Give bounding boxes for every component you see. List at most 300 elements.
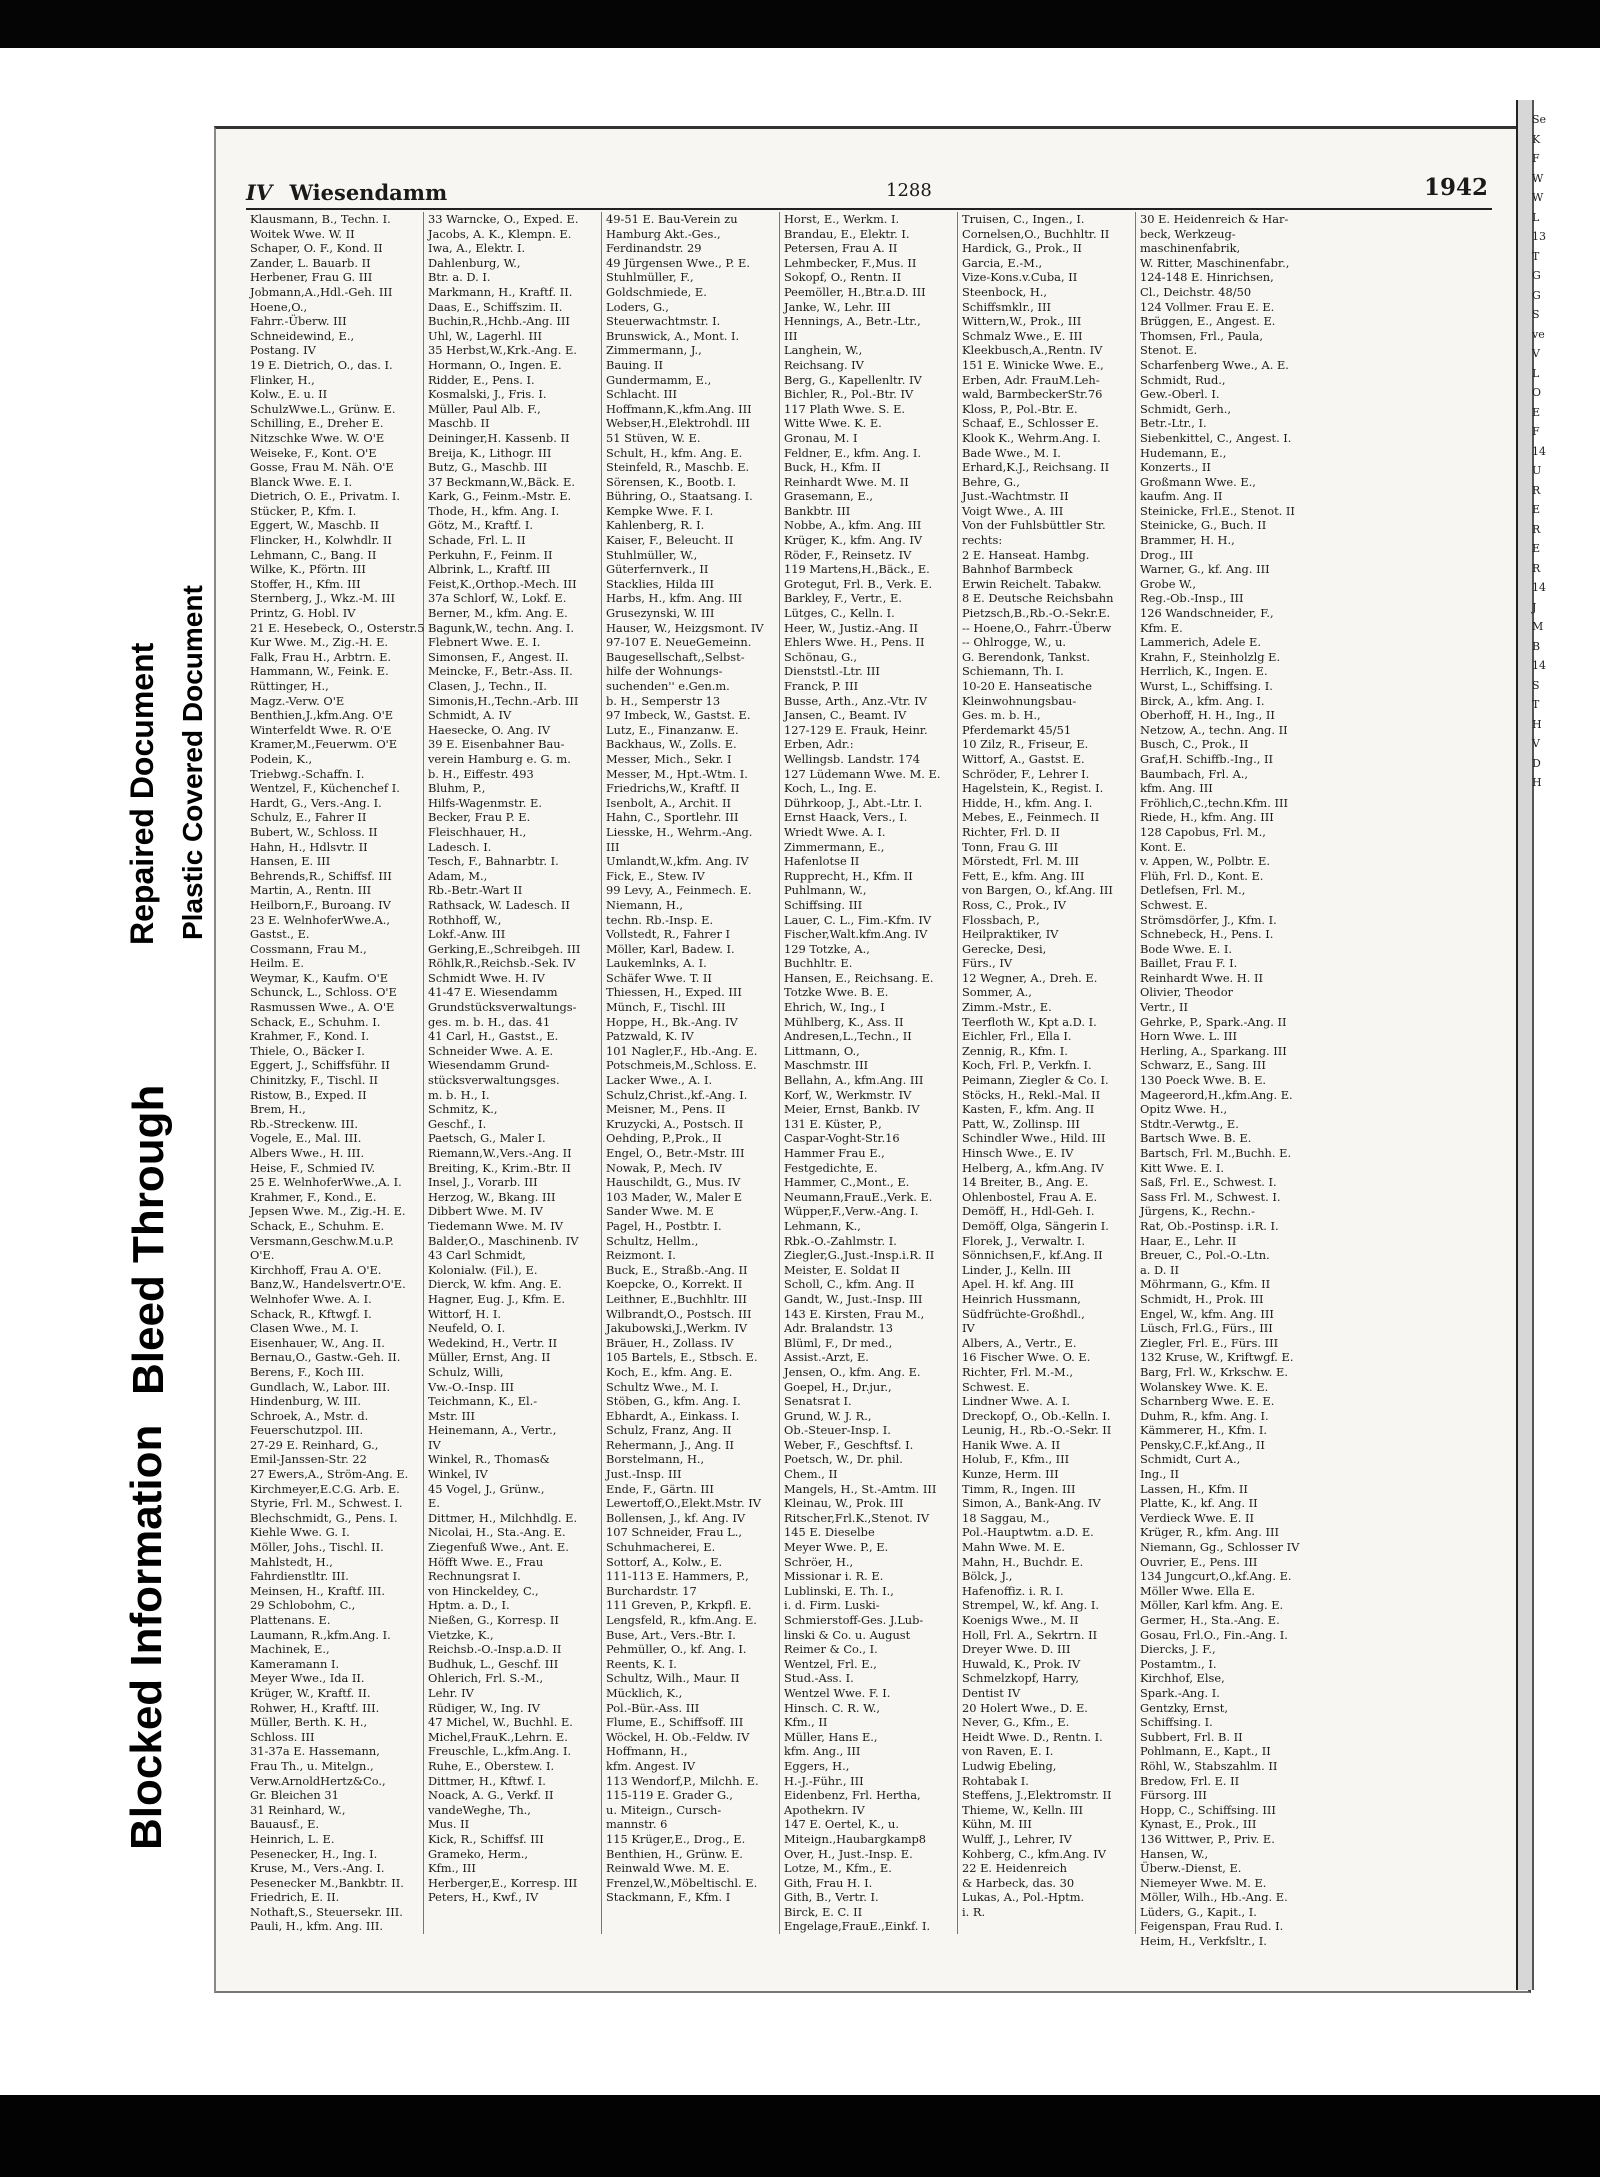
directory-entry: Just.-Wachtmstr. II <box>962 489 1069 504</box>
directory-entry: Fahrdienstltr. III. <box>250 1569 349 1584</box>
directory-entry: Petersen, Frau A. II <box>784 241 898 256</box>
directory-entry: 20 Holert Wwe., D. E. <box>962 1700 1088 1715</box>
directory-entry: Webser,H.,Elektrohdl. III <box>606 416 750 431</box>
directory-entry: Wilbrandt,O., Postsch. III <box>606 1306 752 1321</box>
directory-entry: Drog., III <box>1140 547 1194 562</box>
directory-entry: Mörstedt, Frl. M. III <box>962 854 1079 869</box>
directory-entry: Bluhm, P., <box>428 781 486 796</box>
directory-entry: Hanik Wwe. A. II <box>962 1437 1061 1452</box>
directory-entry: 21 E. Hesebeck, O., Osterstr.5 <box>250 620 425 635</box>
directory-entry: Fahrr.-Überw. III <box>250 314 347 329</box>
directory-entry: Uhl, W., Lagerhl. III <box>428 328 542 343</box>
directory-entry: Teerfloth W., Kpt a.D. I. <box>962 1014 1097 1029</box>
directory-entry: Mahlstedt, H., <box>250 1554 333 1569</box>
directory-entry: Strempel, W., kf. Ang. I. <box>962 1598 1100 1613</box>
directory-entry: Thiessen, H., Exped. III <box>606 985 742 1000</box>
directory-entry: Truisen, C., Ingen., I. <box>962 212 1085 226</box>
directory-entry: Reg.-Ob.-Insp., III <box>1140 591 1244 606</box>
directory-entry: maschinenfabrik, <box>1140 241 1241 256</box>
directory-entry: 41-47 E. Wiesendamm <box>428 985 558 1000</box>
directory-entry: Nothaft,S., Steuersekr. III. <box>250 1904 403 1919</box>
directory-entry: 10 Zilz, R., Friseur, E. <box>962 737 1089 752</box>
directory-entry: Nießen, G., Korresp. II <box>428 1613 559 1627</box>
directory-entry: Steinicke, G., Buch. II <box>1140 518 1267 533</box>
directory-entry: Bölck, J., <box>962 1569 1013 1584</box>
directory-entry: Götz, M., Kraftf. I. <box>428 518 534 533</box>
directory-entry: von Bargen, O., kf.Ang. III <box>962 883 1113 898</box>
facing-page-text: H <box>1532 776 1542 789</box>
directory-entry: Lotze, M., Kfm., E. <box>784 1861 892 1876</box>
directory-entry: Krahn, F., Steinholzlg E. <box>1140 649 1281 664</box>
directory-entry: Stücker, P., Kfm. I. <box>250 503 357 518</box>
directory-entry: Kahlenberg, R. I. <box>606 518 705 533</box>
directory-entry: 115 Krüger,E., Drog., E. <box>606 1831 746 1846</box>
directory-entry: Rechnungsrat I. <box>428 1569 521 1584</box>
directory-entry: 124-148 E. Hinrichsen, <box>1140 270 1274 285</box>
directory-entry: Kirchhoff, Frau A. O'E. <box>250 1262 382 1277</box>
directory-entry: Berens, F., Koch III. <box>250 1364 365 1379</box>
directory-entry: Wittorf, A., Gastst. E. <box>962 751 1085 766</box>
directory-entry: Baugesellschaft,,Selbst- <box>606 649 745 664</box>
facing-page-text: G <box>1532 288 1541 302</box>
directory-entry: Lengsfeld, R., kfm.Ang. E. <box>606 1613 757 1627</box>
directory-entry: Hudemann, E., <box>1140 445 1227 460</box>
directory-entry: Meinsen, H., Kraftf. III. <box>250 1583 386 1598</box>
facing-page-text: Se <box>1532 113 1547 126</box>
directory-entry: Heer, W., Justiz.-Ang. II <box>784 620 918 635</box>
directory-entry: Birck, A., kfm. Ang. I. <box>1140 693 1265 708</box>
directory-entry: Brammer, H. H., <box>1140 533 1235 548</box>
directory-entry: Ehlers Wwe. H., Pens. II <box>784 635 925 650</box>
directory-entry: Nobbe, A., kfm. Ang. III <box>784 518 922 533</box>
directory-entry: kaufm. Ang. II <box>1140 489 1223 504</box>
directory-entry: Schulz, E., Fahrer II <box>250 810 367 825</box>
directory-entry: Heise, F., Schmied IV. <box>250 1160 376 1175</box>
directory-entry: Pferdemarkt 45/51 <box>962 722 1072 737</box>
facing-page-text: 14 <box>1532 659 1546 672</box>
directory-entry: Ruhe, E., Oberstew. I. <box>428 1758 555 1773</box>
directory-entry: Kaiser, F., Beleucht. II <box>606 533 734 548</box>
directory-entry: Clasen, J., Techn., II. <box>428 679 547 693</box>
directory-entry: Wulff, J., Lehrer, IV <box>962 1831 1072 1846</box>
directory-entry: Gehrke, P., Spark.-Ang. II <box>1140 1014 1287 1029</box>
directory-entry: Pensky,C.F.,kf.Ang., II <box>1140 1437 1265 1452</box>
directory-entry: Schaper, O. F., Kond. II <box>250 241 383 256</box>
directory-entry: Stuhlmüller, F., <box>606 270 694 285</box>
directory-entry: Albers, A., Vertr., E. <box>962 1335 1077 1350</box>
directory-column-1 <box>246 212 424 1934</box>
directory-entry: Siebenkittel, C., Angest. I. <box>1140 430 1292 445</box>
directory-entry: Diercks, J. F., <box>1140 1642 1216 1657</box>
directory-entry: Dreyer Wwe. D. III <box>962 1642 1071 1657</box>
directory-entry: Höfft Wwe. E., Frau <box>428 1554 544 1569</box>
directory-entry: Möller, Karl kfm. Ang. E. <box>1140 1598 1284 1613</box>
facing-page-text: M <box>1532 620 1544 633</box>
directory-entry: Weymar, K., Kaufm. O'E <box>250 970 389 985</box>
directory-entry: Bartsch, Frl. M.,Buchh. E. <box>1140 1146 1292 1160</box>
directory-entry: Schuhmacherei, E. <box>606 1540 716 1555</box>
directory-entry: Hammer Frau E., <box>784 1146 885 1160</box>
facing-page-fragment <box>1532 110 1600 1990</box>
directory-entry: Noack, A. G., Verkf. II <box>428 1788 554 1803</box>
directory-entry: Niemann, Gg., Schlosser IV <box>1140 1540 1300 1555</box>
directory-entry: Neumann,FrauE.,Verk. E. <box>784 1189 933 1204</box>
directory-entry: Hahn, C., Sportlehr. III <box>606 810 739 825</box>
directory-entry: Vietzke, K., <box>428 1627 494 1642</box>
directory-entry: Reents, K. I. <box>606 1656 677 1671</box>
directory-entry: Grobe W., <box>1140 576 1197 591</box>
directory-entry: Eisenhauer, W., Ang. II. <box>250 1335 385 1350</box>
directory-entry: Ehrich, W., Ing., I <box>784 1000 885 1015</box>
directory-entry: Chem., II <box>784 1467 838 1482</box>
directory-entry: kfm. Ang., III <box>784 1744 861 1759</box>
directory-entry: Benthien,J.,kfm.Ang. O'E <box>250 708 394 723</box>
directory-entry: Wittern,W., Prok., III <box>962 314 1082 329</box>
directory-entry: Überw.-Dienst, E. <box>1140 1861 1242 1876</box>
directory-entry: Deininger,H. Kassenb. II <box>428 430 570 445</box>
directory-entry: Tonn, Frau G. III <box>962 839 1059 854</box>
directory-entry: Mus. II <box>428 1817 470 1832</box>
directory-entry: Vertr., II <box>1140 1000 1188 1015</box>
directory-entry: 30 E. Heidenreich & Har- <box>1140 212 1289 226</box>
directory-entry: Vogele, E., Mal. III. <box>250 1131 362 1146</box>
directory-entry: Buse, Art., Vers.-Btr. I. <box>606 1627 736 1642</box>
directory-entry: Rohtabak I. <box>962 1773 1029 1788</box>
directory-entry: Meister, E. Soldat II <box>784 1262 900 1277</box>
directory-entry: Rupprecht, H., Kfm. II <box>784 868 913 883</box>
directory-entry: Bartsch Wwe. B. E. <box>1140 1131 1252 1146</box>
directory-entry: Peimann, Ziegler & Co. I. <box>962 1073 1109 1088</box>
directory-entry: Detlefsen, Frl. M., <box>1140 883 1246 898</box>
directory-entry: Schmierstoff-Ges. J.Lub- <box>784 1613 924 1627</box>
directory-entry: Gandt, W., Just.-Insp. III <box>784 1291 923 1306</box>
directory-entry: Wittorf, H. I. <box>428 1306 501 1321</box>
directory-entry: Michel,FrauK.,Lehrn. E. <box>428 1729 568 1744</box>
directory-column-3 <box>602 212 780 1934</box>
directory-entry: Horn Wwe. L. III <box>1140 1029 1237 1044</box>
directory-entry: Riemann,W.,Vers.-Ang. II <box>428 1146 572 1160</box>
facing-page-text: B <box>1532 639 1541 653</box>
directory-entry: Kleinau, W., Prok. III <box>784 1496 904 1511</box>
directory-entry: Schmelzkopf, Harry, <box>962 1671 1079 1686</box>
directory-entry: Ludwig Ebeling, <box>962 1758 1057 1773</box>
directory-entry: Demöff, Olga, Sängerin I. <box>962 1218 1109 1233</box>
directory-entry: Schloss. III <box>250 1729 315 1744</box>
directory-entry: 35 Herbst,W.,Krk.-Ang. E. <box>428 343 577 358</box>
directory-entry: Kfm. E. <box>1140 620 1183 635</box>
facing-page-text: E <box>1532 542 1541 555</box>
directory-entry: Kolonialw. (Fil.), E. <box>428 1262 538 1277</box>
directory-entry: Flincker, H., Kolwhdlr. II <box>250 533 392 548</box>
directory-entry: Schulz, Franz, Ang. II <box>606 1423 732 1438</box>
facing-page-text: 14 <box>1532 444 1546 458</box>
directory-entry: Flinker, H., <box>250 372 315 387</box>
directory-entry: Schmidt Wwe. H. IV <box>428 970 545 985</box>
directory-entry: Feigenspan, Frau Rud. I. <box>1140 1919 1284 1934</box>
directory-entry: Verdieck Wwe. E. II <box>1140 1510 1254 1525</box>
directory-entry: Blüml, F., Dr med., <box>784 1335 893 1350</box>
directory-entry: Banz,W., Handelsvertr.O'E. <box>250 1277 406 1292</box>
directory-entry: v. Appen, W., Polbtr. E. <box>1140 854 1270 869</box>
directory-entry: 22 E. Heidenreich <box>962 1861 1067 1876</box>
directory-entry: Cl., Deichstr. 48/50 <box>1140 284 1252 299</box>
directory-entry: Röhl, W., Stabszahlm. II <box>1140 1758 1278 1773</box>
directory-entry: Engelage,FrauE.,Einkf. I. <box>784 1919 931 1934</box>
directory-entry: Balder,O., Maschinenb. IV <box>428 1233 579 1248</box>
directory-entry: Ernst Haack, Vers., I. <box>784 810 908 825</box>
directory-entry: 23 E. WelnhoferWwe.A., <box>250 912 391 927</box>
directory-entry: Hagelstein, K., Regist. I. <box>962 781 1104 796</box>
directory-entry: Krüger, K., kfm. Ang. IV <box>784 533 923 548</box>
directory-entry: Frau Th., u. Mitelgn., <box>250 1758 374 1773</box>
directory-entry: Dierck, W. kfm. Ang. E. <box>428 1277 562 1292</box>
directory-entry: Triebwg.-Schaffn. I. <box>250 766 365 781</box>
directory-entry: Adam, M., <box>428 868 488 883</box>
directory-entry: Jansen, C., Beamt. IV <box>784 708 907 723</box>
directory-entry: Umlandt,W.,kfm. Ang. IV <box>606 854 749 869</box>
directory-entry: Verw.ArnoldHertz&Co., <box>250 1773 386 1788</box>
facing-page-text: ve <box>1532 327 1545 341</box>
directory-entry: Schack, R., Kftwgf. I. <box>250 1306 372 1321</box>
directory-entry: Thiele, O., Bäcker I. <box>250 1043 365 1058</box>
label-blocked-information: Blocked Information <box>122 1424 171 1850</box>
directory-entry: Buchhltr. E. <box>784 956 853 971</box>
directory-entry: Bühring, O., Staatsang. I. <box>606 489 753 504</box>
directory-entry: Burchardstr. 17 <box>606 1583 697 1598</box>
directory-entry: Ziegenfuß Wwe., Ant. E. <box>428 1540 569 1555</box>
directory-entry: Barg, Frl. W., Krkschw. E. <box>1140 1364 1288 1379</box>
directory-entry: 115-119 E. Grader G., <box>606 1788 733 1803</box>
directory-entry: Festgedichte, E. <box>784 1160 878 1175</box>
directory-entry: Bagunk,W., techn. Ang. I. <box>428 620 575 635</box>
directory-entry: Rohwer, H., Kraftf. III. <box>250 1700 380 1715</box>
directory-entry: Dührkoop, J., Abt.-Ltr. I. <box>784 795 923 810</box>
directory-entry: 136 Wittwer, P., Priv. E. <box>1140 1831 1275 1846</box>
directory-entry: Insel, J., Vorarb. III <box>428 1175 538 1190</box>
directory-entry: Blanck Wwe. E. I. <box>250 474 353 489</box>
directory-entry: Kleekbusch,A.,Rentn. IV <box>962 343 1103 358</box>
directory-entry: Schmidt, Curt A., <box>1140 1452 1241 1467</box>
directory-entry: Kirchhof, Else, <box>1140 1671 1225 1686</box>
directory-entry: Schröer, H., <box>784 1554 854 1569</box>
directory-entry: Netzow, A., techn. Ang. II <box>1140 722 1288 737</box>
directory-entry: Gastst., E. <box>250 927 310 942</box>
directory-entry: Lüders, G., Kapit., I. <box>1140 1904 1257 1919</box>
directory-entry: Witte Wwe. K. E. <box>784 416 882 431</box>
directory-entry: 101 Nagler,F., Hb.-Ang. E. <box>606 1043 758 1058</box>
directory-entry: Mebes, E., Feinmech. II <box>962 810 1100 825</box>
directory-entry: Reimer & Co., I. <box>784 1642 878 1657</box>
facing-page-text: L <box>1532 210 1540 224</box>
directory-entry: Germer, H., Sta.-Ang. E. <box>1140 1613 1280 1627</box>
directory-entry: 19 E. Dietrich, O., das. I. <box>250 357 393 372</box>
directory-entry: Ohlerich, Frl. S.-M., <box>428 1671 544 1686</box>
directory-entry: 132 Kruse, W., Kriftwgf. E. <box>1140 1350 1294 1365</box>
directory-entry: Scholl, C., kfm. Ang. II <box>784 1277 915 1292</box>
directory-entry: Puhlmann, W., <box>784 883 867 898</box>
directory-entry: Zennig, R., Kfm. I. <box>962 1043 1068 1058</box>
page-header <box>246 174 1492 210</box>
directory-entry: Kühn, M. III <box>962 1817 1032 1832</box>
directory-entry: Schaaf, E., Schlosser E. <box>962 416 1099 431</box>
directory-entry: Stud.-Ass. I. <box>784 1671 854 1686</box>
directory-entry: Plattenans. E. <box>250 1613 331 1627</box>
directory-entry: Erwin Reichelt. Tabakw. <box>962 576 1102 591</box>
directory-entry: Schade, Frl. L. II <box>428 533 526 548</box>
directory-entry: & Harbeck, das. 30 <box>962 1875 1075 1890</box>
directory-entry: Möller, Karl, Badew. I. <box>606 941 735 956</box>
directory-entry: Herzog, W., Bkang. III <box>428 1189 556 1204</box>
directory-entry: 39 E. Eisenbahner Bau- <box>428 737 565 752</box>
directory-entry: Richter, Frl. D. II <box>962 824 1060 839</box>
directory-entry: Stacklies, Hilda III <box>606 576 714 591</box>
directory-entry: Wentzel Wwe. F. I. <box>784 1685 891 1700</box>
directory-entry: Hidde, H., kfm. Ang. I. <box>962 795 1093 810</box>
directory-entry: Becker, Frau P. E. <box>428 810 531 825</box>
directory-entry: Hardick, G., Prok., II <box>962 241 1082 256</box>
directory-entry: Birck, E. C. II <box>784 1904 863 1919</box>
directory-entry: 131 E. Küster, P., <box>784 1116 882 1131</box>
directory-entry: Schlacht. III <box>606 387 677 402</box>
directory-entry: Müller, Berth. K. H., <box>250 1715 368 1730</box>
directory-entry: Messer, M., Hpt.-Wtm. I. <box>606 766 748 781</box>
directory-entry: Zimmermann, E., <box>784 839 885 854</box>
directory-entry: Gith, Frau H. I. <box>784 1875 873 1890</box>
directory-entry: Heinrich, L. E. <box>250 1831 335 1846</box>
directory-entry: Lacker Wwe., A. I. <box>606 1073 713 1088</box>
directory-entry: Liesske, H., Wehrm.-Ang. <box>606 824 753 839</box>
directory-entry: Jürgens, K., Rechn.- <box>1140 1204 1256 1219</box>
directory-entry: Brandau, E., Elektr. I. <box>784 226 910 241</box>
directory-entry: Kasten, F., kfm. Ang. II <box>962 1102 1095 1117</box>
directory-entry: Ziegler, Frl. E., Fürs. III <box>1140 1335 1279 1350</box>
facing-page-text: 13 <box>1532 230 1546 243</box>
directory-entry: Breiting, K., Krim.-Btr. II <box>428 1160 571 1175</box>
directory-entry: Strömsdörfer, J., Kfm. I. <box>1140 912 1277 927</box>
directory-entry: Styrie, Frl. M., Schwest. I. <box>250 1496 403 1511</box>
directory-entry: Btr. a. D. I. <box>428 270 491 285</box>
directory-entry: 25 E. WelnhoferWwe.,A. I. <box>250 1175 402 1190</box>
directory-entry: Hilfs-Wagenmstr. E. <box>428 795 542 810</box>
directory-entry: b. H., Eiffestr. 493 <box>428 766 534 781</box>
directory-entry: Schunck, L., Schloss. O'E <box>250 985 397 1000</box>
directory-entry: Breija, K., Lithogr. III <box>428 445 552 460</box>
directory-entry: Rasmussen Wwe., A. O'E <box>250 1000 395 1015</box>
directory-entry: Stenot. E. <box>1140 343 1198 358</box>
directory-entry: Rathsack, W. Ladesch. II <box>428 897 570 912</box>
directory-entry: Huwald, K., Prok. IV <box>962 1656 1081 1671</box>
directory-entry: Miteign.,Haubargkamp8 <box>784 1831 927 1846</box>
directory-entry: Wriedt Wwe. A. I. <box>784 824 886 839</box>
directory-entry: Eggert, W., Maschb. II <box>250 518 380 533</box>
directory-entry: suchenden'' e.Gen.m. <box>606 679 730 693</box>
directory-entry: Lewertoff,O.,Elekt.Mstr. IV <box>606 1496 761 1511</box>
directory-entry: III <box>784 328 798 343</box>
directory-entry: Von der Fuhlsbüttler Str. <box>962 518 1106 533</box>
directory-entry: Hammann, W., Feink. E. <box>250 664 389 679</box>
directory-entry: Leunig, H., Rb.-O.-Sekr. II <box>962 1423 1112 1438</box>
directory-entry: Wilke, K., Pförtn. III <box>250 562 366 577</box>
directory-entry: Koch, L., Ing. E. <box>784 781 877 796</box>
directory-entry: Lehmann, K., <box>784 1218 861 1233</box>
directory-entry: Eidenbenz, Frl. Hertha, <box>784 1788 921 1803</box>
directory-entry: Jacobs, A. K., Klempn. E. <box>428 226 572 241</box>
header-rule <box>246 208 1492 210</box>
directory-entry: Hauschildt, G., Mus. IV <box>606 1175 741 1190</box>
directory-entry: Barkley, F., Vertr., E. <box>784 591 902 606</box>
directory-entry: Martin, A., Rentn. III <box>250 883 372 898</box>
directory-columns <box>246 212 1492 1949</box>
directory-entry: Hoffmann,K.,kfm.Ang. III <box>606 401 752 416</box>
directory-entry: Totzke Wwe. B. E. <box>784 985 889 1000</box>
directory-entry: Müller, Paul Alb. F., <box>428 401 541 416</box>
directory-entry: 49-51 E. Bau-Verein zu <box>606 212 738 226</box>
directory-entry: Schulz,Christ.,kf.-Ang. I. <box>606 1087 748 1102</box>
directory-entry: Grotegut, Frl. B., Verk. E. <box>784 576 933 591</box>
directory-entry: i. d. Firm. Luski- <box>784 1598 880 1613</box>
directory-entry: Bauausf., E. <box>250 1817 320 1832</box>
directory-entry: 143 E. Kirsten, Frau M., <box>784 1306 925 1321</box>
directory-entry: Hoene,O., <box>250 299 308 314</box>
directory-entry: Bade Wwe., M. I. <box>962 445 1061 460</box>
directory-entry: Nicolai, H., Sta.-Ang. E. <box>428 1525 566 1540</box>
directory-entry: Busse, Arth., Anz.-Vtr. IV <box>784 693 927 708</box>
directory-entry: Schiffsmklr., III <box>962 299 1051 314</box>
directory-entry: Kohberg, C., kfm.Ang. IV <box>962 1846 1106 1861</box>
directory-entry: W. Ritter, Maschinenfabr., <box>1140 255 1290 270</box>
directory-entry: Schroek, A., Mstr. d. <box>250 1408 369 1423</box>
directory-entry: Kruzycki, A., Postsch. II <box>606 1116 744 1131</box>
directory-entry: Engel, W., kfm. Ang. III <box>1140 1306 1274 1321</box>
directory-entry: 130 Poeck Wwe. B. E. <box>1140 1073 1267 1088</box>
directory-entry: Graf,H. Schiffb.-Ing., II <box>1140 751 1273 766</box>
directory-entry: Herberger,E., Korresp. III <box>428 1875 578 1890</box>
directory-entry: Hardt, G., Vers.-Ang. I. <box>250 795 382 810</box>
directory-entry: Friedrichs,W., Kraftf. II <box>606 781 740 796</box>
directory-entry: Pohlmann, E., Kapt., II <box>1140 1744 1271 1759</box>
directory-entry: u. Miteign., Cursch- <box>606 1802 722 1817</box>
facing-page-text: H <box>1532 717 1542 731</box>
scan-top-band <box>0 0 1600 48</box>
directory-entry: Koch, Frl. P., Verkfn. I. <box>962 1058 1092 1073</box>
directory-entry: Sottorf, A., Kolw., E. <box>606 1554 723 1569</box>
directory-entry: Grameko, Herm., <box>428 1846 529 1861</box>
facing-page-text: R <box>1532 561 1541 575</box>
facing-page-text: J <box>1532 600 1537 614</box>
directory-entry: Neufeld, O. I. <box>428 1321 506 1336</box>
directory-entry: Fischer,Walt.kfm.Ang. IV <box>784 927 928 942</box>
directory-entry: Dienststl.-Ltr. III <box>784 664 880 679</box>
directory-entry: a. D. II <box>1140 1262 1179 1277</box>
directory-entry: Sass Frl. M., Schwest. I. <box>1140 1189 1281 1204</box>
directory-entry: Niemann, H., <box>606 897 684 912</box>
directory-entry: Nowak, P., Mech. IV <box>606 1160 722 1175</box>
directory-entry: Dittmer, H., Kftwf. I. <box>428 1773 546 1788</box>
directory-entry: Wedekind, H., Vertr. II <box>428 1335 558 1350</box>
directory-entry: 126 Wandschneider, F., <box>1140 606 1274 621</box>
directory-entry: Versmann,Geschw.M.u.P. <box>250 1233 394 1248</box>
directory-entry: Kosmalski, J., Fris. I. <box>428 387 547 402</box>
directory-entry: Welnhofer Wwe. A. I. <box>250 1291 372 1306</box>
directory-entry: Röhlk,R.,Reichsb.-Sek. IV <box>428 956 576 971</box>
directory-entry: Perkuhn, F., Feinm. II <box>428 547 553 562</box>
directory-entry: Bernau,O., Gastw.-Geh. II. <box>250 1350 401 1365</box>
facing-page-text: V <box>1532 737 1540 750</box>
directory-entry: Cornelsen,O., Buchhltr. II <box>962 226 1110 241</box>
directory-entry: Zimmermann, J., <box>606 343 702 358</box>
directory-entry: SchulzWwe.L., Grünw. E. <box>250 401 396 416</box>
directory-entry: Steffens, J.,Elektromstr. II <box>962 1788 1112 1803</box>
